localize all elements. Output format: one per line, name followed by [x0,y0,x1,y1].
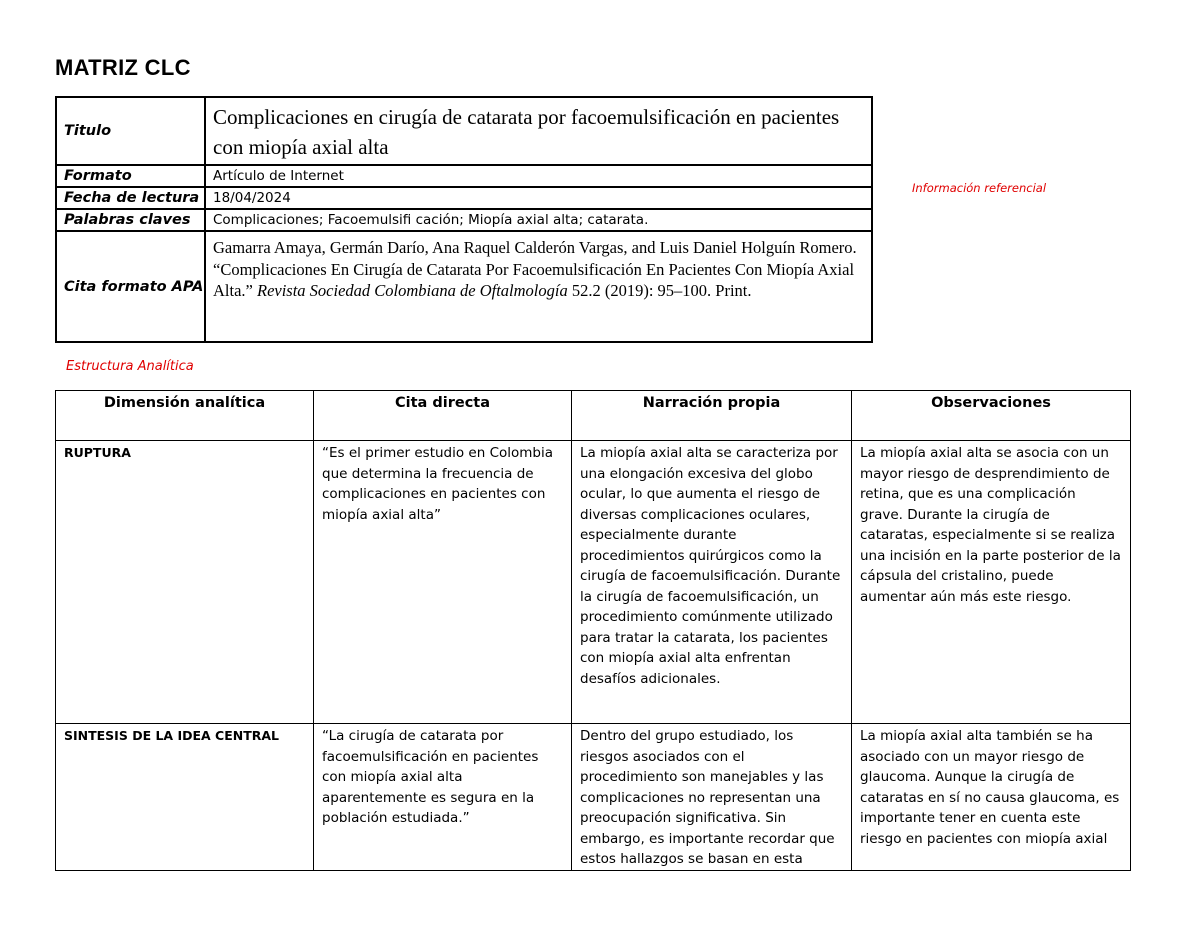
reference-label: Cita formato APA [56,231,205,342]
table-row [56,724,1131,871]
reference-value: Complicaciones en cirugía de catarata por facoemulsificación en pacientes con miopía axial alta [205,97,872,165]
column-header: Observaciones [852,391,1131,441]
analysis-header-row [56,391,1131,441]
citation-text [205,231,872,342]
cita-cell: “Es el primer estudio en Colombia que determina la frecuencia de complicaciones en pacientes con miopía axial alta” [314,441,572,724]
reference-table [55,96,873,343]
narracion-cell: La miopía axial alta se caracteriza por una elongación excesiva del globo ocular, lo que aumenta el riesgo de diversas complicaciones oculares, especialmente durante procedimientos quirúrgicos como la cirugía de facoemulsificación. Durante la cirugía de facoemulsificación, un procedimiento comúnmente utilizado para tratar la catarata, los pacientes con miopía axial alta enfrentan desafíos adicionales. [572,441,852,724]
reference-value: 18/04/2024 [205,187,872,209]
narracion-cell: Dentro del grupo estudiado, los riesgos asociados con el procedimiento son manejables y las complicaciones no representan una preocupación significativa. Sin embargo, es importante recordar que estos hallazgos se basan en esta [572,724,852,871]
citation-journal: Revista Sociedad Colombiana de Oftalmología [256,281,568,300]
section-label: Estructura Analítica [66,359,194,374]
dimension-cell: SINTESIS DE LA IDEA CENTRAL [56,724,314,871]
column-header: Dimensión analítica [56,391,314,441]
analysis-table [55,390,1131,871]
cita-cell: “La cirugía de catarata por facoemulsificación en pacientes con miopía axial alta aparentemente es segura en la población estudiada.” [314,724,572,871]
reference-row-citation [56,231,872,342]
reference-value: Complicaciones; Facoemulsifi cación; Miopía axial alta; catarata. [205,209,872,231]
column-header: Narración propia [572,391,852,441]
reference-row-date [56,187,872,209]
reference-label: Palabras claves [56,209,205,231]
dimension-cell: RUPTURA [56,441,314,724]
column-header: Cita directa [314,391,572,441]
reference-label: Fecha de lectura [56,187,205,209]
reference-row-title [56,97,872,165]
reference-label: Formato [56,165,205,187]
reference-row-keywords [56,209,872,231]
table-row [56,441,1131,724]
observaciones-cell: La miopía axial alta también se ha asociado con un mayor riesgo de glaucoma. Aunque la cirugía de cataratas en sí no causa glaucoma, es importante tener en cuenta este riesgo en pacientes con miopía axial [852,724,1131,871]
side-note: Información referencial [912,181,1047,195]
observaciones-cell: La miopía axial alta se asocia con un mayor riesgo de desprendimiento de retina, que es una complicación grave. Durante la cirugía de cataratas, especialmente si se realiza una incisión en la parte posterior de la cápsula del cristalino, puede aumentar aún más este riesgo. [852,441,1131,724]
reference-value: Artículo de Internet [205,165,872,187]
reference-label: Titulo [56,97,205,165]
citation-authors-title: Gamarra Amaya, Germán Darío, Ana Raquel Calderón Vargas, and Luis Daniel Holguín Romero. “Complicaciones En Cirugía de Catarata Por Facoemulsificación En Pacientes Con Miopía Axial Alta.” [213,238,857,300]
citation-volume: 52.2 (2019): 95–100. Print. [567,281,752,300]
reference-row-format [56,165,872,187]
page-title: MATRIZ CLC [55,55,191,80]
